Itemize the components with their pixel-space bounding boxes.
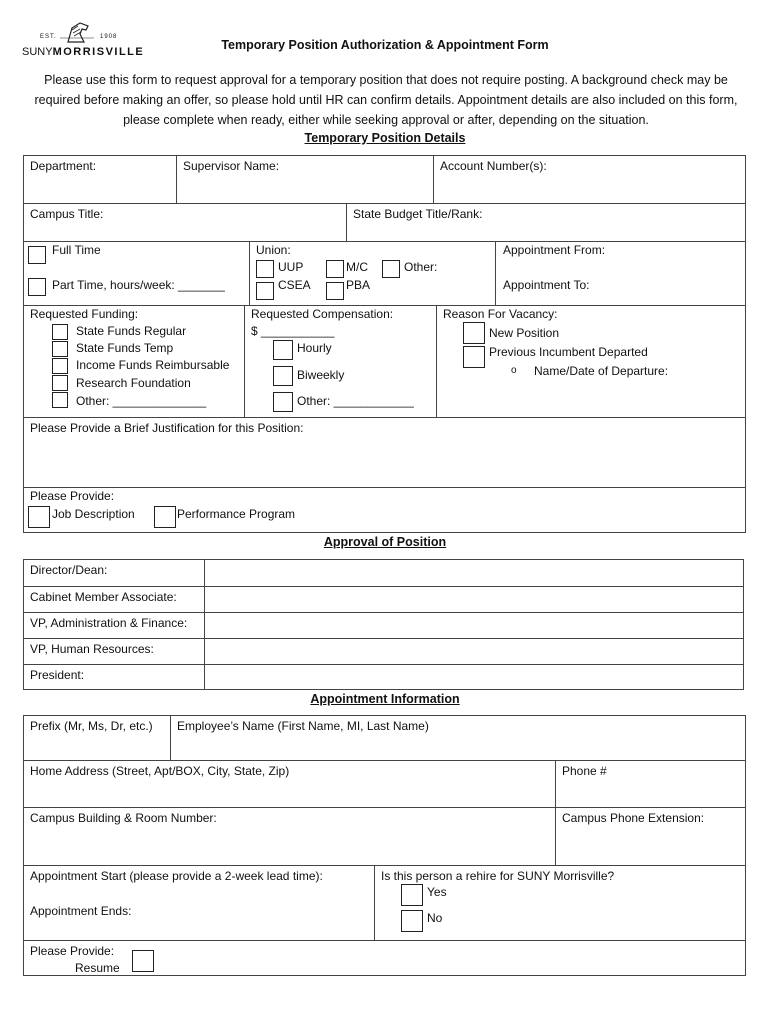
full-time-label: Full Time xyxy=(52,243,101,257)
appointment-ends-label: Appointment Ends: xyxy=(30,904,132,918)
funding-checkbox[interactable] xyxy=(52,392,68,408)
section-appointment-heading: Appointment Information xyxy=(310,692,460,706)
campus-title-label: Campus Title: xyxy=(30,207,104,221)
performance-program-checkbox[interactable] xyxy=(154,506,176,528)
provide-resume-label: Please Provide: xyxy=(30,944,115,958)
appointment-table xyxy=(23,715,746,976)
full-time-checkbox[interactable] xyxy=(28,246,46,264)
approval-role: VP, Human Resources: xyxy=(30,642,154,656)
approval-role: VP, Administration & Finance: xyxy=(30,616,188,630)
hourly-checkbox[interactable] xyxy=(273,340,293,360)
performance-program-label: Performance Program xyxy=(177,507,296,521)
prefix-field[interactable] xyxy=(24,716,170,760)
supervisor-label: Supervisor Name: xyxy=(183,159,280,173)
previous-incumbent-checkbox[interactable] xyxy=(463,346,485,368)
funding-checkbox[interactable] xyxy=(52,358,68,374)
budget-title-label: State Budget Title/Rank: xyxy=(353,207,483,221)
employment-type-cell xyxy=(24,241,249,305)
home-address-label: Home Address (Street, Apt/BOX, City, State, Zip) xyxy=(30,764,290,778)
bullet-marker: o xyxy=(511,365,517,376)
appointment-dates-field[interactable] xyxy=(24,865,374,940)
other-compensation-label: Other: ____________ xyxy=(297,394,414,408)
rehire-yes-label: Yes xyxy=(427,885,447,899)
funding-checkbox[interactable] xyxy=(52,324,68,340)
csea-label: CSEA xyxy=(278,278,311,292)
csea-checkbox[interactable] xyxy=(256,282,274,300)
provide-label: Please Provide: xyxy=(30,489,115,503)
section-approval-heading: Approval of Position xyxy=(323,535,447,549)
approval-row xyxy=(24,586,743,612)
biweekly-label: Biweekly xyxy=(297,368,345,382)
vacancy-cell xyxy=(436,305,745,417)
approval-row xyxy=(24,612,743,638)
provide-resume-cell xyxy=(24,940,745,975)
logo-name: MORRISVILLE xyxy=(52,46,145,58)
campus-extension-label: Campus Phone Extension: xyxy=(562,811,705,825)
approval-signature-field[interactable] xyxy=(204,560,743,586)
prefix-label: Prefix (Mr, Ms, Dr, etc.) xyxy=(30,719,153,733)
approval-row xyxy=(24,638,743,664)
account-field[interactable] xyxy=(433,156,745,203)
appointment-start-label: Appointment Start (please provide a 2-week lead time): xyxy=(30,869,323,883)
rehire-yes-checkbox[interactable] xyxy=(401,884,423,906)
account-label: Account Number(s): xyxy=(440,159,547,173)
phone-field[interactable] xyxy=(555,760,745,807)
funding-label: Requested Funding: xyxy=(30,307,139,321)
approval-signature-field[interactable] xyxy=(204,639,743,664)
previous-incumbent-label: Previous Incumbent Departed xyxy=(489,345,648,359)
appointment-to-label: Appointment To: xyxy=(503,278,590,292)
funding-checkbox[interactable] xyxy=(52,341,68,357)
approval-row xyxy=(24,560,743,586)
approval-row xyxy=(24,664,743,689)
funding-option: State Funds Temp xyxy=(76,341,174,355)
funding-option: Research Foundation xyxy=(76,376,191,390)
department-label: Department: xyxy=(30,159,97,173)
logo-est: EST. xyxy=(40,34,57,40)
employee-name-label: Employee’s Name (First Name, MI, Last Name) xyxy=(177,719,429,733)
part-time-label: Part Time, hours/week: _______ xyxy=(52,278,225,292)
appointment-dates-cell[interactable] xyxy=(495,241,745,305)
provide-documents-cell xyxy=(24,487,745,532)
budget-title-field[interactable] xyxy=(346,203,745,241)
pba-checkbox[interactable] xyxy=(326,282,344,300)
department-field[interactable] xyxy=(24,156,176,203)
compensation-amount[interactable]: $ ___________ xyxy=(251,324,335,338)
funding-option: Other: ______________ xyxy=(76,394,207,408)
biweekly-checkbox[interactable] xyxy=(273,366,293,386)
mc-checkbox[interactable] xyxy=(326,260,344,278)
employee-name-field[interactable] xyxy=(170,716,745,760)
funding-checkbox[interactable] xyxy=(52,375,68,391)
rehire-cell xyxy=(374,865,745,940)
appointment-from-label: Appointment From: xyxy=(503,243,606,257)
funding-option: Income Funds Reimbursable xyxy=(76,358,230,372)
approval-role: President: xyxy=(30,668,85,682)
supervisor-field[interactable] xyxy=(176,156,433,203)
compensation-label: Requested Compensation: xyxy=(251,307,394,321)
union-cell xyxy=(249,241,495,305)
new-position-label: New Position xyxy=(489,326,560,340)
resume-label: Resume xyxy=(75,961,120,975)
approval-role: Director/Dean: xyxy=(30,563,108,577)
justification-field[interactable] xyxy=(24,417,745,487)
uup-checkbox[interactable] xyxy=(256,260,274,278)
new-position-checkbox[interactable] xyxy=(463,322,485,344)
other-union-label: Other: xyxy=(404,260,438,274)
form-intro: Please use this form to request approval for a temporary position that does not require posting. A background check may be required before making an offer, so please hold until HR can confirm details. Appointment details are also included on this form, please complete when ready, either while seeking approval or after, depending on the situation. xyxy=(34,73,738,127)
section-details-heading: Temporary Position Details xyxy=(304,131,466,145)
vacancy-label: Reason For Vacancy: xyxy=(443,307,558,321)
rehire-no-label: No xyxy=(427,911,443,925)
logo-suny: SUNY xyxy=(22,46,53,58)
job-description-label: Job Description xyxy=(52,507,135,521)
rehire-label: Is this person a rehire for SUNY Morrisville? xyxy=(381,869,615,883)
other-union-checkbox[interactable] xyxy=(382,260,400,278)
campus-extension-field[interactable] xyxy=(555,807,745,865)
approval-signature-field[interactable] xyxy=(204,613,743,638)
approval-table xyxy=(23,559,744,690)
approval-role: Cabinet Member Associate: xyxy=(30,590,177,604)
job-description-checkbox[interactable] xyxy=(28,506,50,528)
logo-year: 1908 xyxy=(100,34,118,40)
phone-label: Phone # xyxy=(562,764,607,778)
part-time-checkbox[interactable] xyxy=(28,278,46,296)
mc-label: M/C xyxy=(346,260,368,274)
approval-signature-field[interactable] xyxy=(204,587,743,612)
rehire-no-checkbox[interactable] xyxy=(401,910,423,932)
union-label: Union: xyxy=(256,243,291,257)
approval-signature-field[interactable] xyxy=(204,665,743,690)
other-compensation-checkbox[interactable] xyxy=(273,392,293,412)
departure-label: Name/Date of Departure: xyxy=(534,364,669,378)
hourly-label: Hourly xyxy=(297,341,332,355)
campus-building-label: Campus Building & Room Number: xyxy=(30,811,217,825)
resume-checkbox[interactable] xyxy=(132,950,154,972)
campus-title-field[interactable] xyxy=(24,203,346,241)
funding-cell xyxy=(24,305,244,417)
details-table xyxy=(23,155,746,533)
pba-label: PBA xyxy=(346,278,371,292)
justification-label: Please Provide a Brief Justification for this Position: xyxy=(30,421,304,435)
form-title: Temporary Position Authorization & Appointment Form xyxy=(221,38,549,52)
compensation-cell xyxy=(244,305,436,417)
campus-building-field[interactable] xyxy=(24,807,555,865)
funding-option: State Funds Regular xyxy=(76,324,187,338)
uup-label: UUP xyxy=(278,260,304,274)
home-address-field[interactable] xyxy=(24,760,555,807)
